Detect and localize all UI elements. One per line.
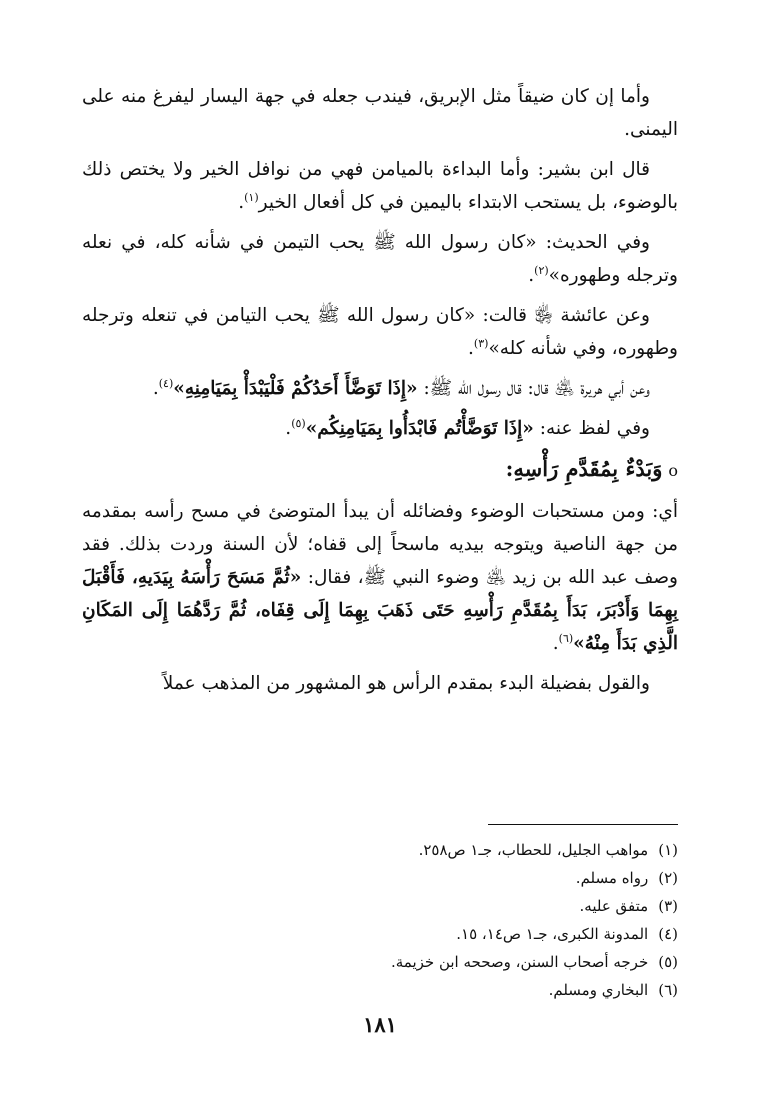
- paragraph: وأما إن كان ضيقاً مثل الإبريق، فيندب جعله في جهة اليسار ليفرغ منه على اليمنى.: [82, 86, 678, 140]
- footnote-ref: (٤): [158, 376, 174, 390]
- section-heading: oوَبَدْءٌ بِمُقَدَّمِ رَأْسِهِ:: [505, 456, 678, 481]
- hadith-quote: «إِذَا تَوَضَّأْتُم فَابْدَأُوا بِمَيَامِنِكُم»: [305, 418, 534, 439]
- footnote-ref: (٥): [291, 416, 306, 430]
- footnote: (٢)رواه مسلم.: [575, 869, 678, 887]
- footnote-ref: (٢): [534, 263, 549, 277]
- paragraph: وعن عائشة ﵂ قالت: «كان رسول الله ﷺ يحب التيامن في تنعله وترجله وطهوره، وفي شأنه كله»$^{(٣)}$.: [82, 305, 678, 359]
- footnote-ref: (٦): [558, 631, 574, 645]
- main-text: [82, 80, 678, 707]
- footnote: (٥)خرجه أصحاب السنن، وصححه ابن خزيمة.: [390, 953, 678, 971]
- footnote: (٣)متفق عليه.: [579, 897, 678, 915]
- paragraph: أي: ومن مستحبات الوضوء وفضائله أن يبدأ المتوضئ في مسح رأسه بمقدمه من جهة الناصية ويتوجه بيديه ماسحاً إلى قفاه؛ لأن السنة وردت بذلك. فقد وصف عبد الله بن زيد ﵁ وضوء النبي ﷺ، فقال: «ثُمَّ مَسَحَ رَأْسَهُ بِيَدَيهِ، فَأَقْبَلَ بِهِمَا وَأَدْبَرَ، بَدَأَ بِمُقَدَّمِ رَأْسِهِ حَتَى ذَهَبَ بِهِمَا إِلَى قِفَاه، ثُمَّ رَدَّهُمَا إِلَى المَكَانِ الَّذِي بَدَأَ مِنْهُ»$^{(٦)}$.: [82, 501, 678, 654]
- footnote-ref: (١): [244, 190, 259, 204]
- heading-marker: o: [668, 461, 678, 480]
- footnote-ref: (٣): [473, 336, 489, 350]
- paragraph: قال ابن بشير: وأما البداءة بالميامن فهي من نوافل الخير ولا يختص ذلك بالوضوء، بل يستحب الابتداء باليمين في كل أفعال الخير$^{(١)}$.: [82, 159, 678, 213]
- paragraph: وفي لفظ عنه: «إِذَا تَوَضَّأْتُم فَابْدَأُوا بِمَيَامِنِكُم»$^{(٥)}$.: [285, 416, 650, 439]
- footnote: (٤)المدونة الكبرى، جـ١ ص١٤، ١٥.: [456, 925, 678, 943]
- footnotes: [82, 836, 678, 1004]
- hadith-quote: «إِذَا تَوَضَّأَ أَحَدُكُمْ فَلْيَبْدَأْ بِمَيَامِنِهِ»: [173, 378, 418, 399]
- hadith-quote: «ثُمَّ مَسَحَ رَأْسَهُ بِيَدَيهِ، فَأَقْبَلَ بِهِمَا وَأَدْبَرَ، بَدَأَ بِمُقَدَّمِ رَأْسِهِ حَتَى ذَهَبَ بِهِمَا إِلَى قِفَاه، ثُمَّ رَدَّهُمَا إِلَى المَكَانِ الَّذِي بَدَأَ مِنْهُ»: [82, 567, 678, 654]
- paragraph: والقول بفضيلة البدء بمقدم الرأس هو المشهور من المذهب عملاً: [162, 673, 650, 694]
- page-number: ١٨١: [363, 1012, 397, 1037]
- paragraph: وعن أبي هريرة ﵁ قال: قال رسول الله ﷺ: «إِذَا تَوَضَّأَ أَحَدُكُمْ فَلْيَبْدَأْ بِمَيَامِنِهِ»$^{(٤)}$.: [152, 376, 650, 399]
- footnote-divider: [488, 824, 678, 825]
- footnote: (١)مواهب الجليل، للحطاب، جـ١ ص٢٥٨.: [418, 841, 678, 859]
- footnote: (٦)البخاري ومسلم.: [548, 981, 678, 999]
- paragraph: وفي الحديث: «كان رسول الله ﷺ يحب التيمن في شأنه كله، في نعله وترجله وطهوره»$^{(٢)}$.: [82, 232, 678, 286]
